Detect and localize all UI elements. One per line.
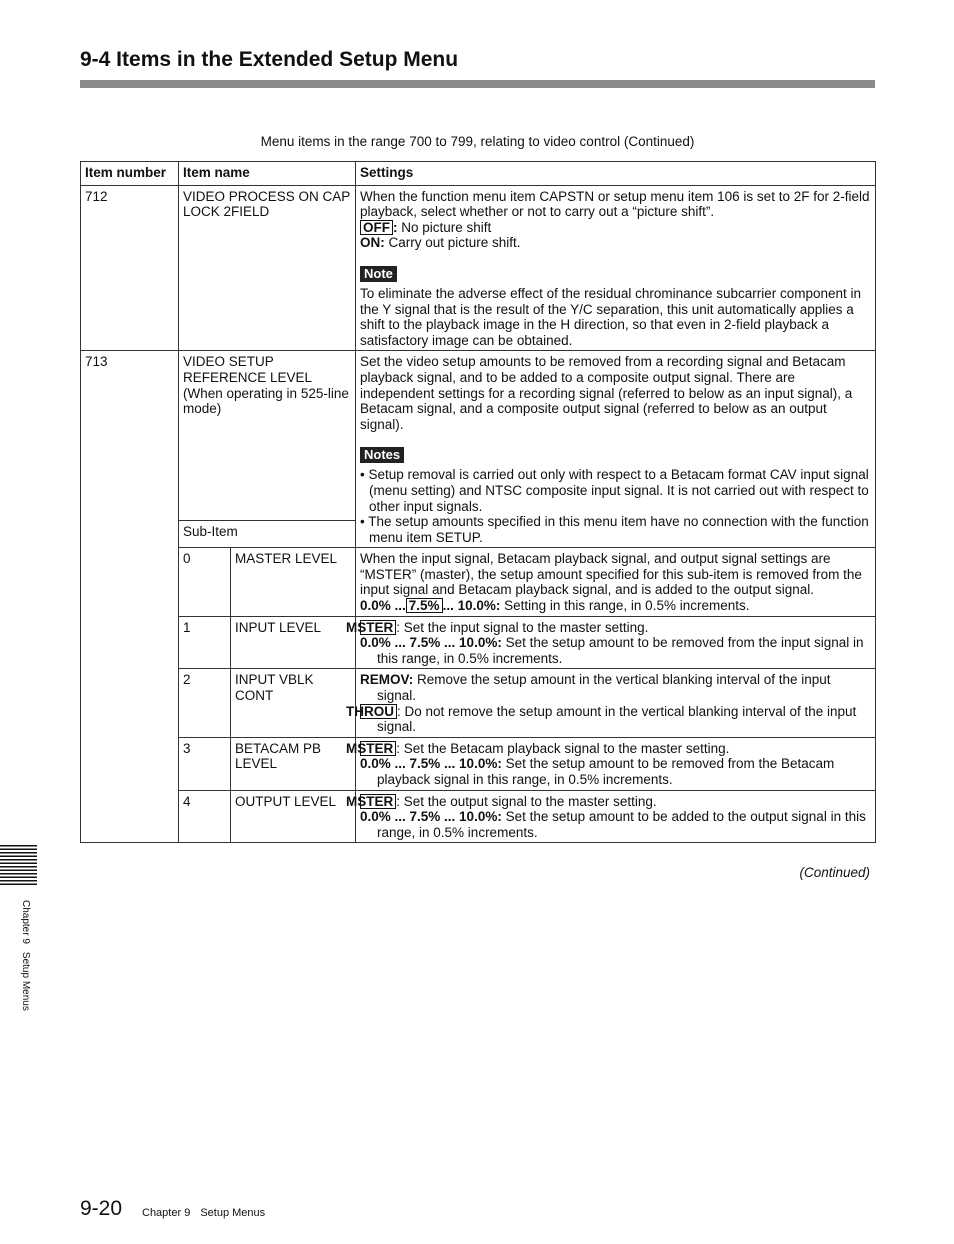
range-line: 0.0% ... 7.5% ... 10.0%: Setting in this range, in 0.5% increments.	[360, 598, 750, 614]
option-line: THROU : Do not remove the setup amount in the vertical blanking interval of the input signal.	[346, 703, 857, 735]
sub-item-name: BETACAM PB LEVEL	[231, 737, 356, 790]
option-key: ON:	[360, 235, 385, 251]
item-name: VIDEO PROCESS ON CAP LOCK 2FIELD	[179, 185, 356, 351]
default-value-box: MSTER	[360, 741, 396, 756]
header-item-number: Item number	[81, 162, 179, 186]
setting-description: When the input signal, Betacam playback signal, and output signal settings are “MSTER” (master), the setup amount specified for this sub-item is removed from the input signal and Betacam playback signal, and is added to the output signal.	[360, 551, 862, 598]
default-value-box: THROU	[360, 704, 397, 719]
table-row	[81, 669, 876, 737]
setting-description: Set the video setup amounts to be removed from a recording signal and Betacam playback signal, and to be added to a composite output signal. There are independent settings for a recording signal (referred to below as an input signal), a Betacam signal, and a composite output signal (referred to below as an output signal).	[360, 354, 853, 432]
sub-item-settings	[356, 548, 876, 616]
sub-item-name: MASTER LEVEL	[231, 548, 356, 616]
table-row	[81, 616, 876, 669]
footer-chapter: Chapter 9 Setup Menus	[142, 1207, 266, 1219]
table-row	[81, 737, 876, 790]
option-line: 0.0% ... 7.5% ... 10.0%: Set the setup amount to be added to the output signal in this range, in 0.5% increments.	[360, 809, 866, 840]
sub-item-name: OUTPUT LEVEL	[231, 790, 356, 843]
option-line: 0.0% ... 7.5% ... 10.0%: Set the setup amount to be removed from the input signal in this range, in 0.5% increments.	[360, 635, 864, 666]
continued-label: (Continued)	[799, 865, 870, 880]
item-settings	[356, 351, 876, 548]
default-value-box: MSTER	[360, 794, 396, 809]
header-item-name: Item name	[179, 162, 356, 186]
sub-item-number: 0	[179, 548, 231, 616]
side-chapter-label: Chapter 9Setup Menus	[20, 900, 31, 1011]
option-line: MSTER : Set the output signal to the master setting.	[346, 793, 657, 809]
sub-item-number: 3	[179, 737, 231, 790]
chapter-tab-marker	[0, 845, 37, 887]
notes-label: Notes	[360, 447, 404, 463]
table-row	[81, 790, 876, 843]
sub-item-name: INPUT LEVEL	[231, 616, 356, 669]
option-on	[360, 235, 871, 251]
sub-item-settings	[346, 669, 876, 737]
sub-item-number: 1	[179, 616, 231, 669]
option-on-text: Carry out picture shift.	[384, 235, 521, 251]
note-bullet: • Setup removal is carried out only with respect to a Betacam format CAV input signal (menu setting) and NTSC composite input signal. It is not carried out with respect to other input signals.	[360, 467, 869, 514]
note-label: Note	[360, 266, 397, 282]
sub-item-number: 2	[179, 669, 231, 737]
table-row	[81, 548, 876, 616]
table-row	[81, 351, 876, 521]
page-number: 9-20	[80, 1197, 123, 1220]
setup-items-table	[80, 161, 876, 843]
option-line: MSTER : Set the Betacam playback signal to the master setting.	[346, 740, 730, 756]
sub-item-name: INPUT VBLK CONT	[231, 669, 356, 737]
item-number: 713	[81, 351, 179, 843]
option-off: OFF : No picture shift	[360, 220, 871, 236]
sub-item-settings	[346, 737, 876, 790]
setting-description: When the function menu item CAPSTN or setup menu item 106 is set to 2F for 2-field playback, select whether or not to carry out a “picture shift”.	[360, 188, 870, 220]
item-number: 712	[81, 185, 179, 351]
sub-item-number: 4	[179, 790, 231, 843]
default-value-box: 7.5%	[406, 598, 443, 613]
default-value-box: MSTER	[360, 620, 396, 635]
table-row	[81, 185, 876, 351]
option-line: MSTER : Set the input signal to the master setting.	[346, 619, 649, 635]
option-off-text: No picture shift	[397, 219, 492, 235]
note-bullet: • The setup amounts specified in this menu item have no connection with the function menu item SETUP.	[360, 514, 869, 545]
option-line: 0.0% ... 7.5% ... 10.0%: Set the setup amount to be removed from the Betacam playback signal in this range, in 0.5% increments.	[360, 756, 835, 787]
option-line: REMOV: Remove the setup amount in the vertical blanking interval of the input signal.	[360, 672, 831, 704]
table-caption: Menu items in the range 700 to 799, relating to video control (Continued)	[260, 134, 695, 149]
default-value-box: OFF	[360, 220, 393, 235]
note-text: To eliminate the adverse effect of the residual chrominance subcarrier component in the Y signal that is the result of the Y/C separation, this unit automatically applies a shift to the playback image in the H direction, so that even in 2-field playback a satisfactory image can be obtained.	[360, 285, 862, 348]
sub-item-label: Sub-Item	[179, 521, 356, 548]
header-settings: Settings	[356, 162, 876, 186]
sub-item-settings	[346, 790, 876, 843]
item-settings	[356, 185, 876, 351]
title-rule	[80, 80, 875, 88]
item-name: VIDEO SETUP REFERENCE LEVEL (When operating in 525-line mode)	[179, 351, 356, 521]
sub-item-settings	[346, 616, 876, 669]
page-title: 9-4 Items in the Extended Setup Menu	[80, 48, 459, 71]
table-header-row	[81, 162, 876, 186]
